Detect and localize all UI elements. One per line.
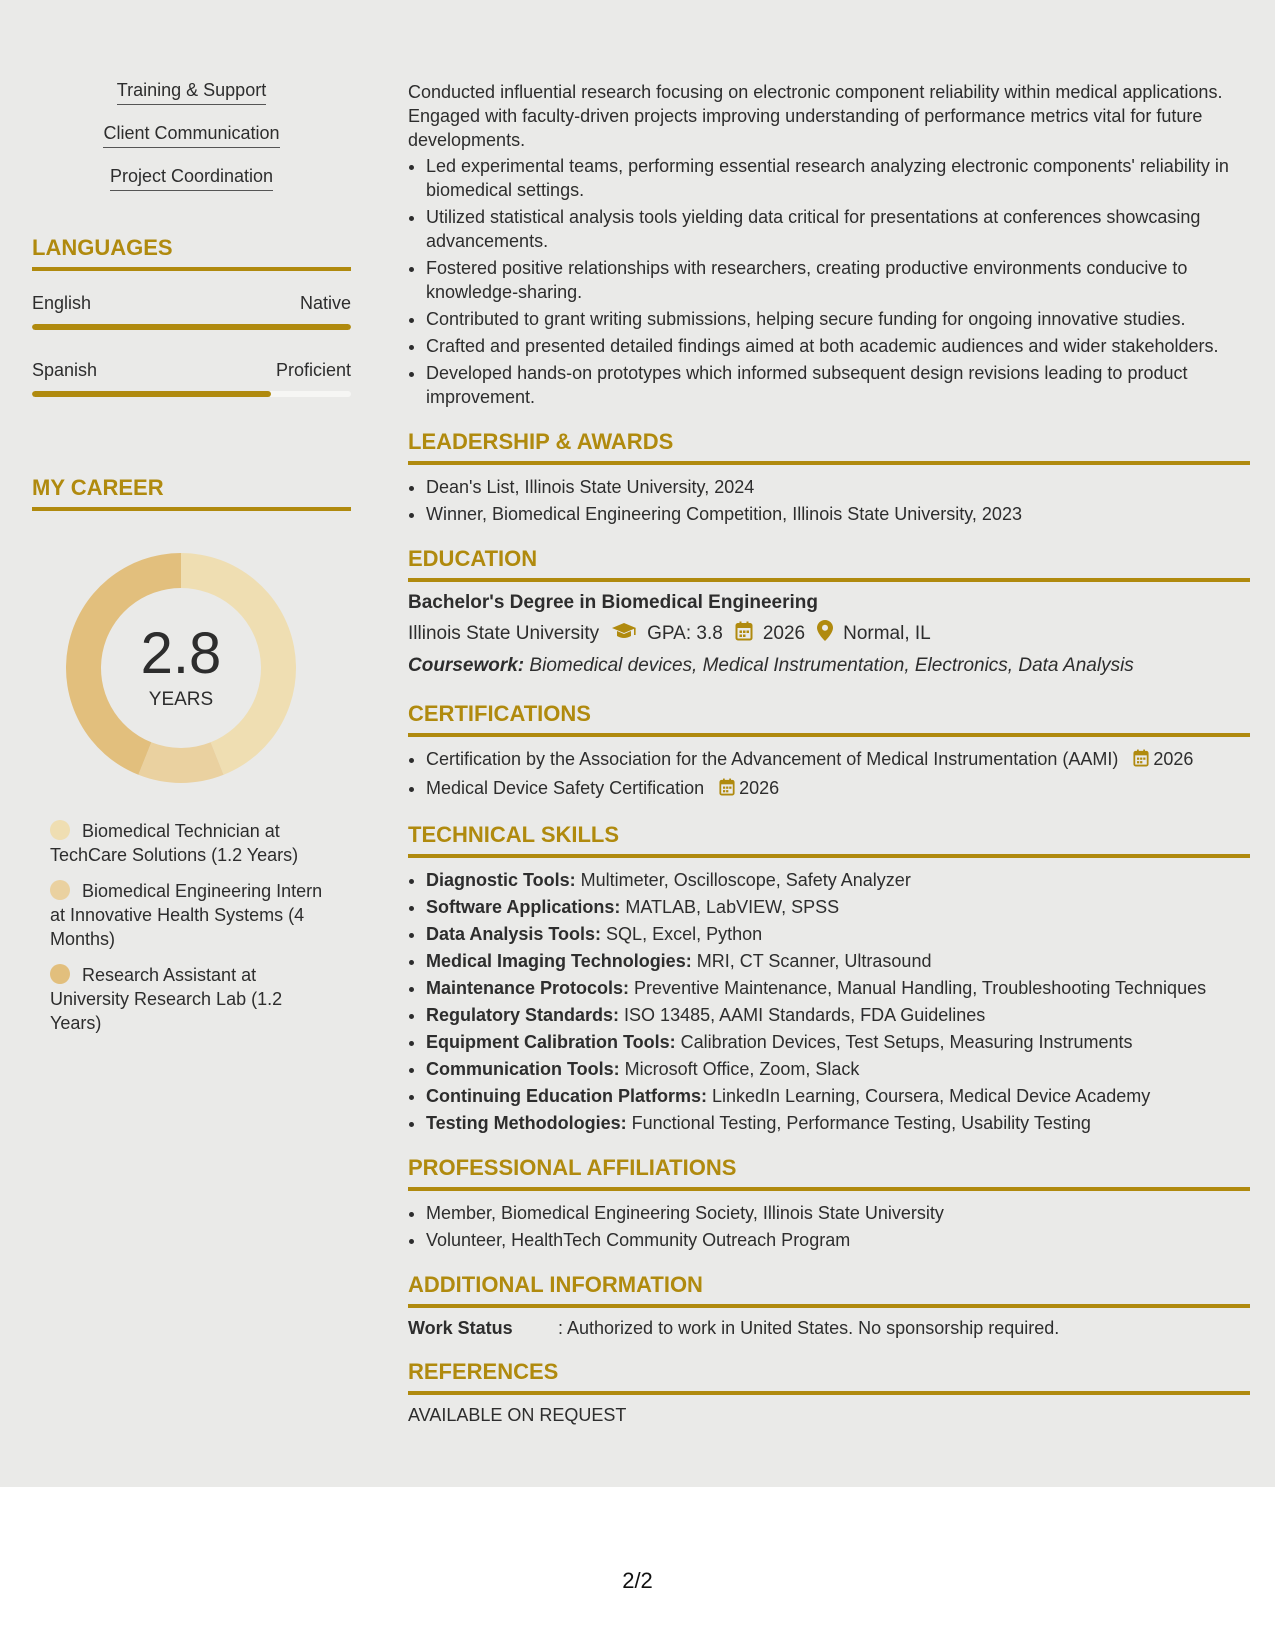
language-level: Native	[299, 293, 351, 313]
language-bar-fill	[32, 391, 271, 397]
skill-values: Preventive Maintenance, Manual Handling, Troubleshooting Techniques	[629, 978, 1207, 998]
donut-center	[66, 553, 296, 783]
skill-category: Equipment Calibration Tools:	[426, 1032, 676, 1052]
references-section	[408, 1359, 1250, 1426]
skill-tag: Client Communication	[32, 123, 351, 148]
languages-title: LANGUAGES	[32, 235, 351, 271]
calendar-icon	[1133, 749, 1149, 773]
list-item: • Member, Biomedical Engineering Society, Illinois State University	[426, 1201, 1250, 1225]
references-text: AVAILABLE ON REQUEST	[408, 1405, 627, 1425]
work-status-key: Work Status	[408, 1318, 513, 1338]
list-item: • Certification by the Association for the Advancement of Medical Instrumentation (AAMI) 2026	[426, 747, 1250, 773]
experience-bullets	[408, 154, 1250, 409]
legend-item	[50, 963, 330, 1035]
education-year: 2026	[762, 622, 806, 644]
education-coursework	[408, 655, 1250, 677]
list-item: • Utilized statistical analysis tools yielding data critical for presentations at conferences showcasing advancements.	[426, 205, 1250, 253]
skill-category: Continuing Education Platforms:	[426, 1086, 707, 1106]
list-item	[426, 922, 1250, 946]
work-status-value: : Authorized to work in United States. No sponsorship required.	[558, 1318, 1060, 1338]
coursework-label: Coursework:	[408, 655, 525, 676]
list-item: • Developed hands-on prototypes which informed subsequent design revisions leading to product improvement.	[426, 361, 1250, 409]
legend-item	[50, 879, 330, 951]
language-bar	[32, 391, 351, 397]
language-name: Spanish	[32, 360, 98, 380]
education-details	[408, 620, 1250, 647]
skill-values: Microsoft Office, Zoom, Slack	[619, 1059, 860, 1079]
list-item	[426, 868, 1250, 892]
skill-category: Medical Imaging Technologies:	[426, 951, 692, 971]
legend-dot	[50, 880, 70, 900]
skill-category: Communication Tools:	[426, 1059, 620, 1079]
list-item: • Volunteer, HealthTech Community Outreach Program	[426, 1228, 1250, 1252]
education-title: EDUCATION	[408, 546, 1250, 582]
legend-label: Research Assistant at University Research Lab (1.2 Years)	[50, 965, 283, 1033]
list-item: • Dean's List, Illinois State University, 2024	[426, 475, 1250, 499]
list-item	[426, 1003, 1250, 1027]
list-item	[426, 949, 1250, 973]
technical-skills-list	[408, 868, 1250, 1135]
education-section	[408, 546, 1250, 677]
list-item: • Medical Device Safety Certification 2026	[426, 776, 1250, 802]
skill-values: SQL, Excel, Python	[601, 924, 763, 944]
language-bar-fill	[32, 324, 351, 330]
skill-category: Diagnostic Tools:	[426, 870, 576, 890]
calendar-icon	[719, 778, 735, 802]
skill-tags	[32, 80, 351, 191]
career-title: MY CAREER	[32, 475, 351, 511]
skill-category: Regulatory Standards:	[426, 1005, 620, 1025]
legend-label: Biomedical Technician at TechCare Solutions (1.2 Years)	[50, 821, 299, 865]
career-section	[32, 475, 351, 1035]
page-number: 2/2	[622, 1568, 653, 1593]
list-item	[426, 976, 1250, 1000]
list-item: • Led experimental teams, performing essential research analyzing electronic components' reliability in biomedical settings.	[426, 154, 1250, 202]
skill-category: Software Applications:	[426, 897, 621, 917]
skill-values: MRI, CT Scanner, Ultrasound	[691, 951, 932, 971]
left-column	[32, 80, 351, 1047]
list-item	[426, 1030, 1250, 1054]
list-item: • Crafted and presented detailed findings aimed at both academic audiences and wider stakeholders.	[426, 334, 1250, 358]
technical-skills-section	[408, 822, 1250, 1135]
leadership-section	[408, 429, 1250, 526]
legend-item	[50, 819, 330, 867]
list-item	[426, 1057, 1250, 1081]
additional-info-section	[408, 1272, 1250, 1339]
list-item	[426, 1111, 1250, 1135]
skill-category: Data Analysis Tools:	[426, 924, 602, 944]
language-bar	[32, 324, 351, 330]
language-row	[32, 360, 351, 381]
leadership-title: LEADERSHIP & AWARDS	[408, 429, 1250, 465]
skill-values: ISO 13485, AAMI Standards, FDA Guidelines	[619, 1005, 986, 1025]
affiliations-section	[408, 1155, 1250, 1252]
education-location: Normal, IL	[843, 622, 931, 644]
skill-category: Testing Methodologies:	[426, 1113, 627, 1133]
legend-dot	[50, 820, 70, 840]
work-status-row	[408, 1318, 1250, 1339]
career-donut-chart	[66, 553, 296, 783]
career-total-value: 2.8	[140, 621, 222, 686]
additional-info-title: ADDITIONAL INFORMATION	[408, 1272, 1250, 1308]
list-item	[426, 1084, 1250, 1108]
certifications-section	[408, 701, 1250, 802]
certifications-title: CERTIFICATIONS	[408, 701, 1250, 737]
affiliations-list	[408, 1201, 1250, 1252]
affiliations-title: PROFESSIONAL AFFILIATIONS	[408, 1155, 1250, 1191]
skill-values: Multimeter, Oscilloscope, Safety Analyzer	[575, 870, 911, 890]
skill-values: LinkedIn Learning, Coursera, Medical Device Academy	[707, 1086, 1151, 1106]
graduation-cap-icon	[611, 622, 637, 646]
coursework-value: Biomedical devices, Medical Instrumentation, Electronics, Data Analysis	[524, 655, 1134, 676]
map-pin-icon	[817, 620, 833, 647]
right-column	[408, 80, 1250, 1426]
languages-section	[32, 235, 351, 397]
list-item: • Fostered positive relationships with researchers, creating productive environments conducive to knowledge-sharing.	[426, 256, 1250, 304]
skill-category: Maintenance Protocols:	[426, 978, 630, 998]
career-total-unit: YEARS	[148, 689, 214, 710]
experience-summary: Conducted influential research focusing on electronic component reliability within medical applications. Engaged with faculty-driven projects improving understanding of performance metrics vital for future developments.	[408, 82, 1223, 150]
education-school: Illinois State University	[408, 622, 600, 644]
skill-tag: Training & Support	[32, 80, 351, 105]
skill-values: Calibration Devices, Test Setups, Measuring Instruments	[675, 1032, 1133, 1052]
language-level: Proficient	[275, 360, 351, 380]
list-item: • Contributed to grant writing submissions, helping secure funding for ongoing innovative studies.	[426, 307, 1250, 331]
education-degree: Bachelor's Degree in Biomedical Engineering	[408, 592, 818, 613]
legend-dot	[50, 964, 70, 984]
education-gpa: GPA: 3.8	[647, 622, 723, 644]
skill-values: MATLAB, LabVIEW, SPSS	[620, 897, 840, 917]
skill-values: Functional Testing, Performance Testing, Usability Testing	[626, 1113, 1091, 1133]
career-legend	[50, 819, 330, 1035]
language-row	[32, 293, 351, 314]
language-name: English	[32, 293, 92, 313]
certifications-list	[408, 747, 1250, 802]
skill-tag: Project Coordination	[32, 166, 351, 191]
list-item	[426, 895, 1250, 919]
calendar-icon	[735, 621, 753, 647]
list-item: • Winner, Biomedical Engineering Competition, Illinois State University, 2023	[426, 502, 1250, 526]
legend-label: Biomedical Engineering Intern at Innovative Health Systems (4 Months)	[50, 881, 323, 949]
leadership-list	[408, 475, 1250, 526]
technical-skills-title: TECHNICAL SKILLS	[408, 822, 1250, 858]
references-title: REFERENCES	[408, 1359, 1250, 1395]
